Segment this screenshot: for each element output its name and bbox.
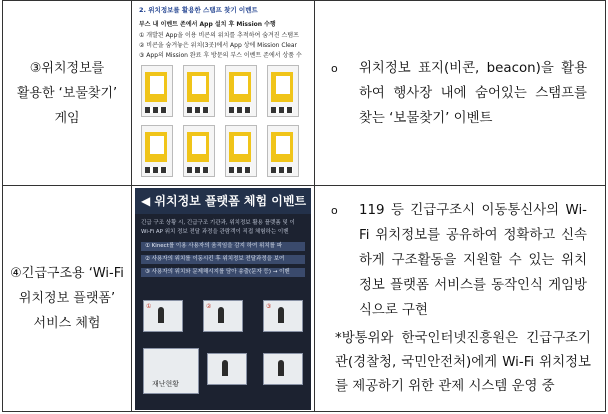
description-text: 119 등 긴급구조시 이동통신사의 Wi-Fi 위치정보를 공유하여 정확하고 신속하게 구조활동을 지원할 수 있는 위치정보 플랫폼 서비스를 동작인식 게임방식으로 구현	[359, 203, 587, 318]
description-text: 위치정보 표지(비콘, beacon)을 활용하여 행사장 내에 숨어있는 스탬프를 찾는 ‘보물찾기’ 이벤트	[359, 60, 587, 126]
phone-screenshot	[225, 125, 257, 177]
phone-screenshot	[267, 125, 299, 177]
description-block	[315, 56, 605, 131]
scene-panel: ①	[143, 300, 183, 332]
phone-screenshot	[267, 65, 299, 117]
row-label-line: 게임	[54, 110, 80, 126]
image-subtext: 긴급 구조 상황 시, 긴급구조 기관과, 위치정보 활용 플랫폼 및 이	[141, 219, 295, 226]
table-row	[3, 1, 606, 186]
row-label-line: 서비스 체험	[33, 316, 101, 331]
bullet-marker: o	[331, 204, 338, 217]
row-label-line: 활용한 ‘보물찾기’	[16, 85, 118, 101]
phone-screenshot	[225, 65, 257, 117]
image-title: ◀ 위치정보 플랫폼 체험 이벤트	[135, 188, 311, 214]
event-table	[2, 0, 606, 412]
row-description-cell	[315, 186, 606, 412]
row-description-cell	[315, 1, 606, 186]
row-label-line: ③위치정보를	[29, 60, 105, 76]
phone-screenshot	[183, 65, 215, 117]
scene-panel: ③	[263, 300, 303, 332]
scene-panel: ②	[203, 300, 243, 332]
image-line: 부스 내 이벤트 존에서 App 설치 후 Mission 수행	[139, 21, 276, 28]
scene-panel	[263, 353, 303, 385]
row-label-line: 위치정보 플랫폼’	[18, 291, 116, 306]
phone-screenshot	[141, 125, 173, 177]
footnote-text: *방통위와 한국인터넷진흥원은 긴급구조기관(경찰청, 국민안전처)에게 Wi-Fi 위치정보를 제공하기 위한 관제 시스템 운영 중	[335, 331, 591, 394]
row-label-cell	[3, 1, 132, 186]
stamp-event-image	[135, 3, 311, 184]
phone-screenshot	[183, 125, 215, 177]
image-line: ③ App의 Mission 완료 후 방문의 부스 이벤트 존에서 상품 수	[139, 52, 302, 59]
scene-label: 재난현황	[152, 379, 180, 388]
image-subtext: Wi-Fi AP 위치 정보 전달 과정을 관람객이 직접 체험하는 이벤	[141, 228, 289, 235]
platform-event-image	[135, 188, 311, 410]
scene-panel	[143, 348, 199, 394]
row-image-cell	[132, 186, 315, 412]
table-row	[3, 186, 606, 412]
description-block	[315, 198, 605, 323]
scene-panel	[207, 353, 247, 385]
image-title: 2. 위치정보를 활용한 스탬프 찾기 이벤트	[139, 6, 258, 14]
row-image-cell	[132, 1, 315, 186]
image-step: ② 사용자의 위치를 이동시킨 후 위치정보 전달과정을 보여	[141, 255, 305, 264]
bullet-marker: o	[331, 61, 338, 75]
image-step: ① Kinect를 이용 사용자의 움직임을 감지 하여 위치를 파	[141, 242, 305, 251]
row-label-line: ④긴급구조용 ‘Wi-Fi	[10, 266, 124, 281]
image-line: ② 비콘을 숨겨놓은 위치(3곳)에서 App 상에 Mission Clear	[139, 42, 298, 49]
row-label-cell	[3, 186, 132, 412]
image-step: ③ 사용자의 위치와 문제해시지를 담아 송출(문자 등) → 이벤	[141, 268, 305, 277]
phone-screenshot	[141, 65, 173, 117]
image-line: ① 개발된 App을 이용 비콘의 위치를 추적하여 숨겨진 스탬프	[139, 32, 299, 39]
